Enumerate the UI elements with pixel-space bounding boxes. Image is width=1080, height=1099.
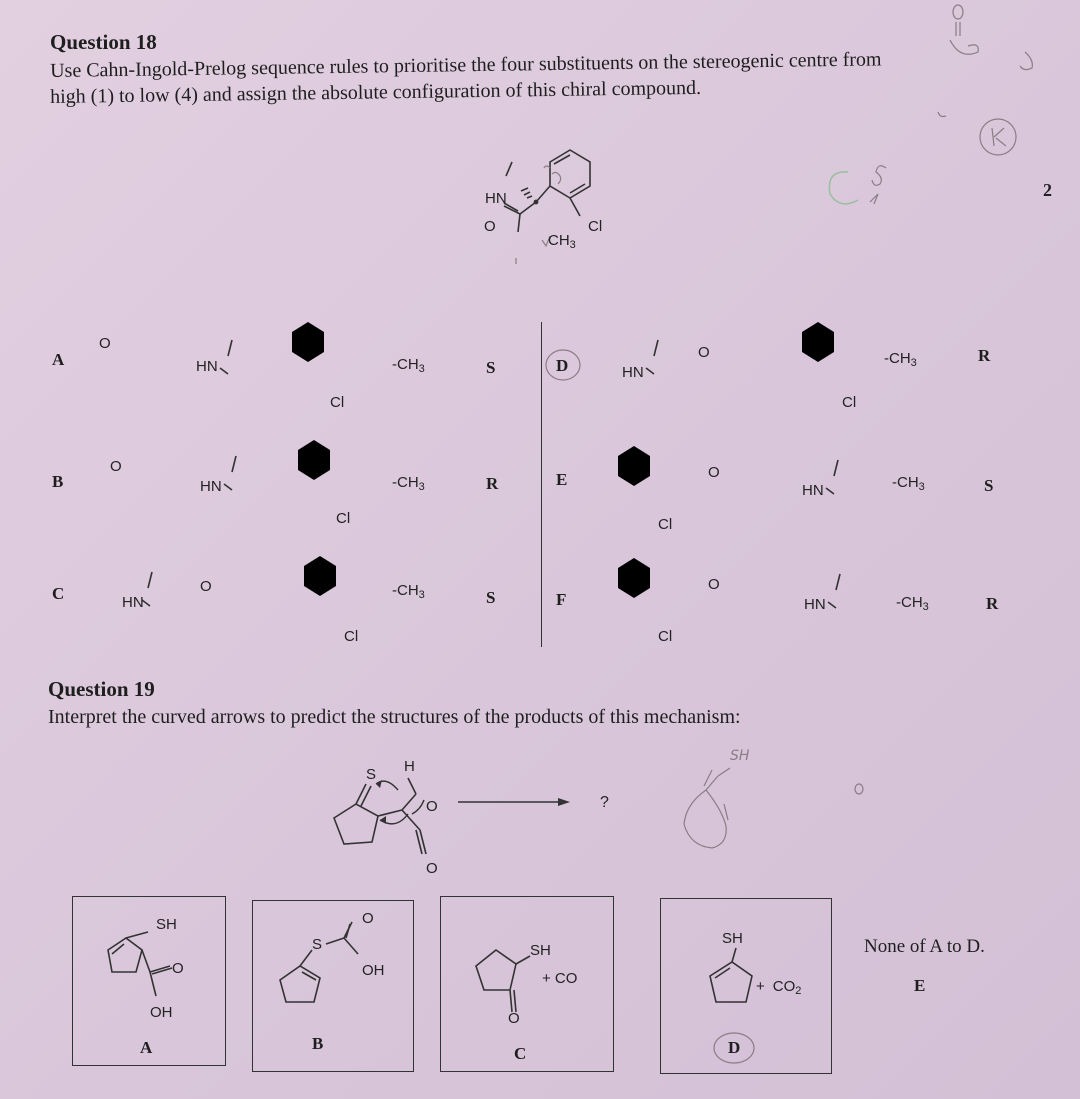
q19-answer-e-letter: E [914,976,926,995]
option-e-ketone-o: O [708,464,720,481]
q18-mol-o: O [484,218,496,235]
option-c-ch3: $-CH_3$ [392,582,425,601]
option-d-ketone-o: O [698,344,710,361]
option-d-letter: D [556,356,569,375]
q19-answer-d-sh: SH [722,930,743,947]
option-c-config: S [486,588,496,607]
option-f-letter: F [556,590,567,609]
q19-answer-e-text[interactable]: None of A to D. [864,936,985,957]
option-d-config: R [978,346,991,365]
option-f-cl: Cl [658,628,673,645]
q19-reactant-s: S [366,766,377,783]
option-e-ch3: $-CH_3$ [892,474,925,493]
option-a-config: S [486,358,496,377]
q19-answer-d-co2: + $CO_2$ [756,978,802,997]
option-b-aryl-structure [284,436,354,516]
q19-answer-b-oh: OH [362,962,385,979]
option-a-cl: Cl [330,394,345,411]
q19-answer-c-letter: C [514,1044,527,1063]
q18-instruction-line-1: Use Cahn-Ingold-Prelog sequence rules to prioritise the four substituents on the stereogenic centre from [50,48,882,82]
q19-answer-b-structure [272,920,412,1020]
option-a-hn: HN [196,358,218,375]
q19-answer-b-s: S [312,936,323,953]
q19-answer-b-letter: B [312,1034,324,1053]
q19-instruction: Interpret the curved arrows to predict the structures of the products of this mechanism: [48,706,741,728]
option-c-hn: HN [122,594,144,611]
option-f-ketone-o: O [708,576,720,593]
q19-answer-c-co: + CO [542,970,578,987]
q18-molecule-structure [470,140,620,280]
q19-answer-a-oh: OH [150,1004,173,1021]
q19-handwritten-o-mark [852,780,872,800]
q19-answer-a-sh: SH [156,916,177,933]
option-d-hn: HN [622,364,644,381]
q19-answer-d-circled-selection [708,1030,762,1070]
option-a-ketone-o: O [99,335,111,352]
option-e-hn: HN [802,482,824,499]
option-e-cl: Cl [658,516,673,533]
option-a-aryl-structure [278,318,348,398]
option-d-ketone-structure [704,346,764,396]
q18-title: Question 18 [50,30,157,54]
option-e-ketone-structure [712,470,772,520]
q19-answer-c-o: O [508,1010,520,1027]
option-d-cl: Cl [842,394,857,411]
q18-instruction-line-2: high (1) to low (4) and assign the absolute configuration of this chiral compound. [50,76,702,108]
option-a-ch3: $-CH_3$ [392,356,425,375]
q19-reactant-o1: O [426,798,438,815]
option-b-cl: Cl [336,510,351,527]
option-c-cl: Cl [344,628,359,645]
option-b-ch3: $-CH_3$ [392,474,425,493]
option-f-ketone-structure [712,582,772,632]
q19-handwritten-product-sketch [672,748,792,858]
q18-mol-cl: Cl [588,218,603,235]
q18-mol-ch3: $CH_3$ [548,232,576,251]
option-b-letter: B [52,472,64,491]
q19-handwritten-sh: SH [730,748,750,764]
page-number: 2 [1043,180,1052,200]
handwritten-annotation-sketch [920,0,1060,170]
q19-answer-a-o: O [172,960,184,977]
option-c-ketone-o: O [200,578,212,595]
q19-answer-a-letter: A [140,1038,153,1057]
option-c-aryl-structure [290,552,360,632]
option-c-letter: C [52,584,65,603]
option-e-letter: E [556,470,568,489]
q19-title: Question 19 [48,677,155,701]
option-f-aryl-structure [604,554,674,634]
option-f-hn: HN [804,596,826,613]
q19-reactant-h: H [404,758,415,775]
option-f-config: R [986,594,999,613]
option-e-aryl-structure [604,442,674,522]
q19-product-placeholder: ? [600,794,609,811]
option-c-ketone-structure [204,582,264,632]
option-d-aryl-structure [788,318,858,398]
option-d-ch3: $-CH_3$ [884,350,917,369]
option-e-config: S [984,476,994,495]
option-b-ketone-o: O [110,458,122,475]
q18-mol-hn: HN [485,190,507,207]
q19-answer-d-letter: D [728,1038,741,1057]
q19-answer-c-sh: SH [530,942,551,959]
option-a-letter: A [52,350,65,369]
q19-reactant-structure [320,760,580,880]
option-b-hn: HN [200,478,222,495]
handwritten-s-curve-icon [820,150,900,220]
q19-answer-b-o: O [362,910,374,927]
option-d-circled-selection [542,344,582,384]
option-b-config: R [486,474,499,493]
q19-reactant-o2: O [426,860,438,877]
option-f-ch3: $-CH_3$ [896,594,929,613]
